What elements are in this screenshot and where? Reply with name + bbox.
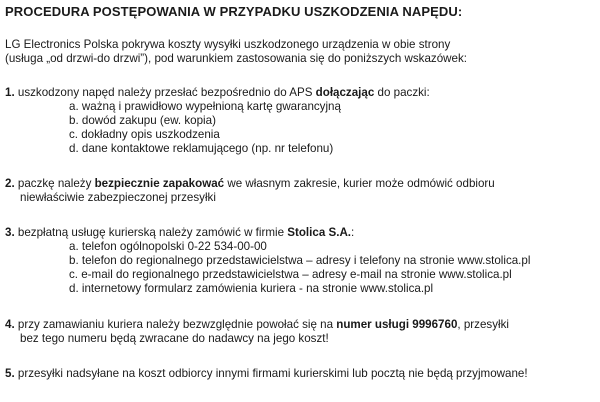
step-1 — [5, 86, 430, 100]
step-3-sub-a: a. telefon ogólnopolski 0-22 534-00-00 — [69, 240, 267, 253]
intro-line-1: LG Electronics Polska pokrywa koszty wysyłki uszkodzonego urządzenia w obie strony — [5, 38, 451, 51]
step-2-text-bold: bezpiecznie zapakować — [94, 177, 225, 190]
step-2-text-pre: paczkę należy — [14, 177, 95, 190]
step-3-sub-b: b. telefon do regionalnego przedstawicielstwa – adresy i telefony na stronie www.stolica.pl — [69, 254, 531, 267]
step-5 — [5, 367, 528, 381]
step-1-text-pre: uszkodzony napęd należy przesłać bezpośrednio do APS — [14, 86, 316, 99]
step-2-text-post: we własnym zakresie, kurier może odmówić odbioru — [224, 177, 495, 190]
step-1-text-bold: dołączając — [315, 86, 375, 99]
step-4 — [5, 318, 509, 332]
step-3-sub-d: d. internetowy formularz zamówienia kuriera - na stronie www.stolica.pl — [69, 282, 434, 295]
step-1-sub-b: b. dowód zakupu (ew. kopia) — [69, 114, 216, 127]
step-3-sub-c: c. e-mail do regionalnego przedstawicielstwa – adresy e-mail na stronie www.stolica.pl — [69, 268, 512, 281]
step-2-line-2: niewłaściwie zabezpieczonej przesyłki — [20, 191, 216, 204]
step-3-text-bold: Stolica S.A. — [287, 226, 352, 239]
step-4-number: 4. — [5, 318, 15, 331]
step-2 — [5, 177, 495, 191]
step-5-text: przesyłki nadsyłane na koszt odbiorcy innymi firmami kurierskimi lub pocztą nie będą przyjmowane! — [14, 367, 528, 380]
step-1-number: 1. — [5, 86, 15, 99]
step-4-line-2: bez tego numeru będą zwracane do nadawcy na jego koszt! — [20, 332, 329, 345]
step-1-sub-c: c. dokładny opis uszkodzenia — [69, 128, 220, 141]
step-1-text-post: do paczki: — [374, 86, 430, 99]
step-4-text-post: , przesyłki — [457, 318, 509, 331]
document-title: PROCEDURA POSTĘPOWANIA W PRZYPADKU USZKODZENIA NAPĘDU: — [5, 4, 463, 19]
intro-line-2: (usługa „od drzwi-do drzwi”), pod warunkiem zastosowania się do poniższych wskazówek: — [5, 52, 468, 65]
step-3 — [5, 226, 354, 240]
step-5-number: 5. — [5, 367, 15, 380]
step-3-text-pre: bezpłatną usługę kurierską należy zamówić w firmie — [14, 226, 288, 239]
step-1-sub-a: a. ważną i prawidłowo wypełnioną kartę gwarancyjną — [69, 100, 341, 113]
step-3-text-post: : — [351, 226, 355, 239]
step-3-number: 3. — [5, 226, 15, 239]
step-1-sub-d: d. dane kontaktowe reklamującego (np. nr telefonu) — [69, 142, 334, 155]
step-2-number: 2. — [5, 177, 15, 190]
step-4-text-bold: numer usługi 9996760 — [336, 318, 458, 331]
step-4-text-pre: przy zamawianiu kuriera należy bezwzględnie powołać się na — [14, 318, 337, 331]
